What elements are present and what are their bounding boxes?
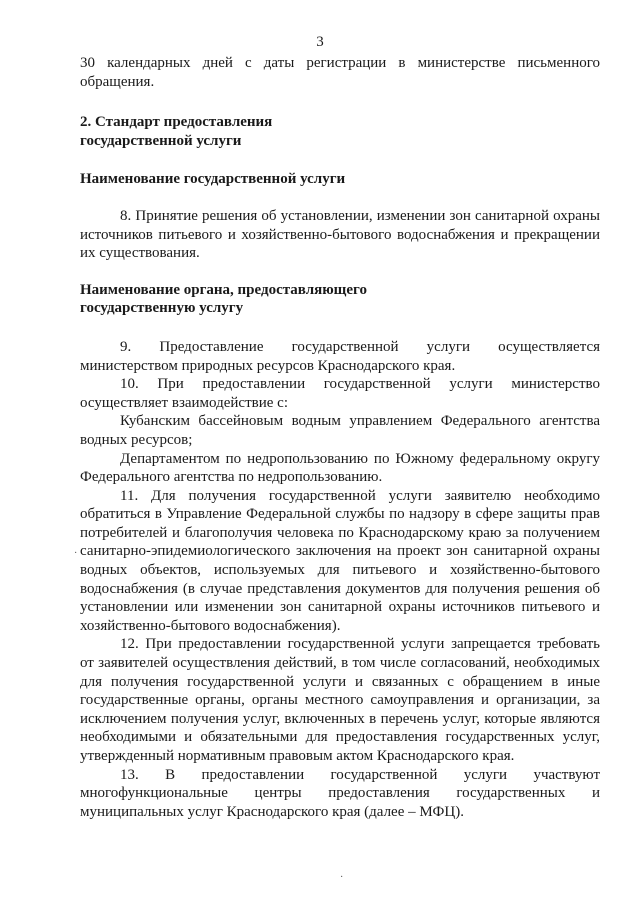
paragraph-10-item-b: Департаментом по недропользованию по Южному федеральному округу Федерального агентства по недропользованию. [80,450,600,486]
paragraph-13: 13. В предоставлении государственной услуги участвуют многофункциональные центры предоставления государственных и муниципальных услуг Краснодарского края (далее – МФЦ). [80,766,600,820]
paragraph-10-item-a: Кубанским бассейновым водным управлением Федерального агентства водных ресурсов; [80,413,600,448]
page-number: 3 [316,34,324,50]
intro-continuation: 30 календарных дней с даты регистрации в министерстве письменного обращения. [80,55,600,90]
section-title-line2: государственной услуги [80,132,242,149]
paragraph-11: 11. Для получения государственной услуги заявителю необходимо обратиться в Управление Федеральной службы по надзору в сфере защиты прав потребителей и благополучия человека по Краснодарскому краю за получением санитарно-эпидемиологического заключения на проект зон санитарной охраны водных объектов, используемых для питьевого и хозяйственно-бытового водоснабжения (в случае представления документов для получения решения об установлении или изменении зон санитарной охраны источников питьевого и хозяйственно-бытового водоснабжения). [80,487,600,634]
paragraph-9: 9. Предоставление государственной услуги осуществляется министерством природных ресурсов Краснодарского края. [80,338,600,374]
document-body [80,54,600,821]
subsection-title-authority-line2: государственную услугу [80,300,244,317]
scan-speck: · [74,548,78,559]
paragraph-12: 12. При предоставлении государственной услуги запрещается требовать от заявителей осуществления действий, в том числе согласований, необходимых для получения государственной услуги и связанных с обращением в иные государственные органы, органы местного самоуправления и организации, за исключением получения услуг, включенных в перечень услуг, которые являются необходимыми и обязательными для предоставления государственных услуг, утвержденный нормативным правовым актом Краснодарского края. [80,636,600,764]
section-title-line1: 2. Стандарт предоставления [80,114,273,131]
subsection-title-authority-line1: Наименование органа, предоставляющего [80,281,367,298]
paragraph-10: 10. При предоставлении государственной услуги министерство осуществляет взаимодействие с: [80,376,600,411]
scan-speck: · [340,872,344,883]
paragraph-8: 8. Принятие решения об установлении, изменении зон санитарной охраны источников питьевого и хозяйственно-бытового водоснабжения и прекращении их существования. [80,207,600,262]
subsection-title-service-name: Наименование государственной услуги [80,171,346,188]
